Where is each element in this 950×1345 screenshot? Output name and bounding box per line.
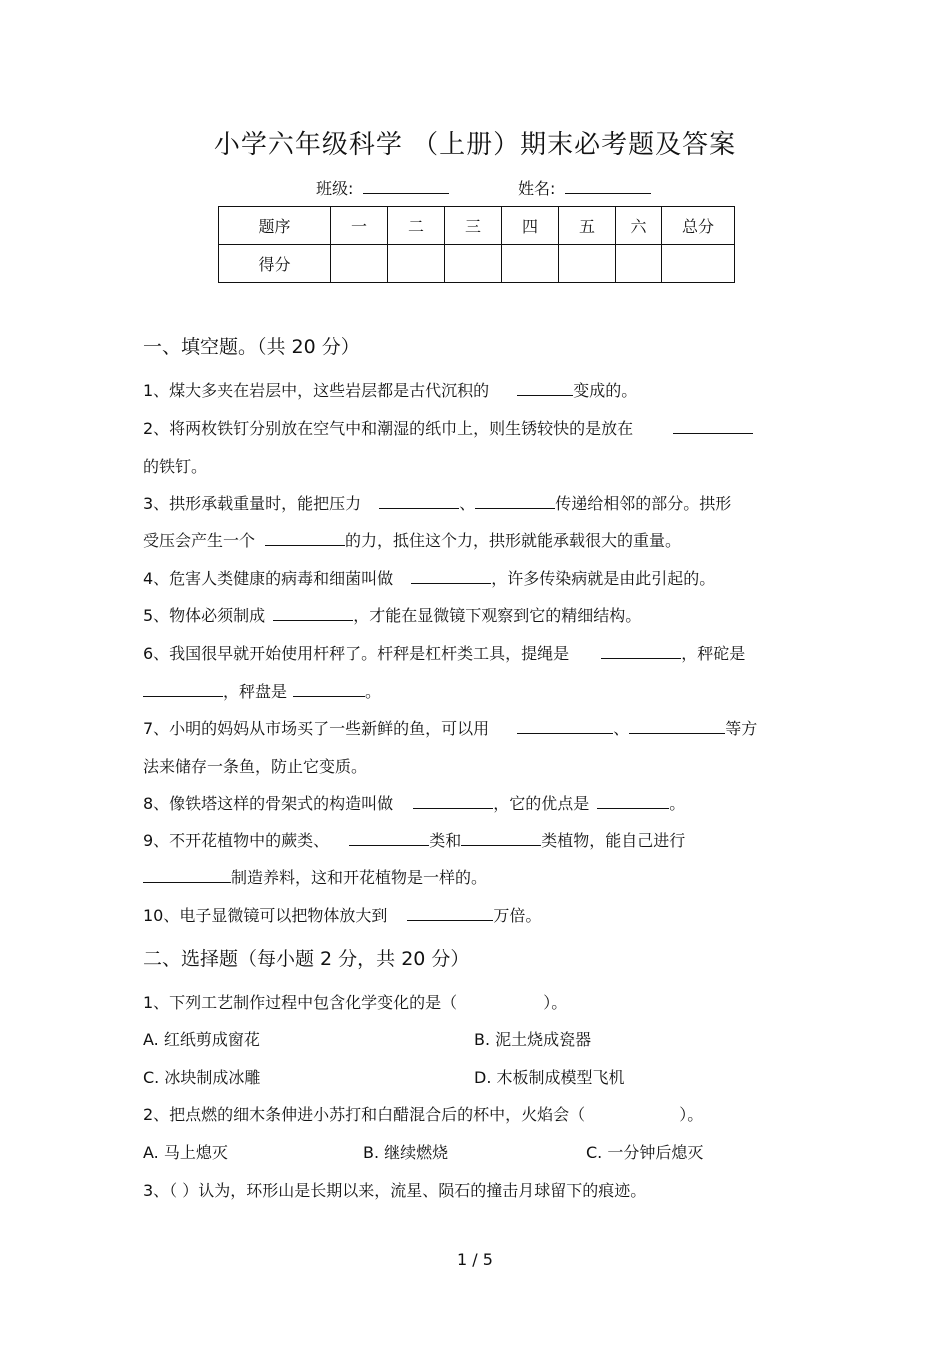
table-cell: 五 [559,207,616,245]
answer-blank[interactable] [461,831,541,846]
score-cell[interactable] [388,245,445,283]
option-b[interactable]: B. 泥土烧成瓷器 [474,1030,592,1049]
answer-blank[interactable] [517,719,613,734]
question-text: 2、将两枚铁钉分别放在空气中和潮湿的纸巾上，则生锈较快的是放在 [143,419,634,438]
question-text: 、 [613,719,630,738]
table-cell: 三 [445,207,502,245]
question-line [143,1102,703,1125]
question-line [143,454,207,477]
answer-blank[interactable] [143,682,223,697]
answer-blank[interactable] [517,381,573,396]
answer-blank[interactable] [475,494,555,509]
answer-blank[interactable] [293,682,365,697]
question-text: ）。 [543,993,568,1012]
answer-blank[interactable] [411,569,491,584]
answer-blank[interactable] [349,831,429,846]
page-title: 小学六年级科学 （上册）期末必考题及答案 [213,130,737,160]
question-text: 类和 [429,831,462,850]
question-line [143,416,753,439]
class-blank[interactable] [363,179,449,194]
question-line [143,603,641,626]
answer-blank[interactable] [379,494,459,509]
question-line [143,641,745,664]
question-text: 。 [365,682,382,701]
question-text: 8、像铁塔这样的骨架式的构造叫做 [143,794,394,813]
question-text: 5、物体必须制成 [143,606,266,625]
table-cell: 六 [616,207,662,245]
answer-blank[interactable] [273,606,353,621]
question-text: ，秤盘是 [223,682,288,701]
class-field [316,176,449,199]
answer-blank[interactable] [265,531,345,546]
question-text: 1、下列工艺制作过程中包含化学变化的是（ [143,993,458,1012]
question-text: 变成的。 [573,381,638,400]
option-c[interactable]: C. 冰块制成冰雕 [143,1068,261,1087]
table-cell: 题序 [219,207,331,245]
answer-blank[interactable] [407,906,493,921]
question-text: 法来储存一条鱼，防止它变质。 [143,757,368,776]
score-cell[interactable] [559,245,616,283]
question-text: 7、小明的妈妈从市场买了一些新鲜的鱼，可以用 [143,719,490,738]
question-text: 万倍。 [493,906,542,925]
answer-blank[interactable] [601,644,681,659]
score-table-score-row [219,245,735,283]
question-line [143,791,685,814]
question-line [143,716,757,739]
option-b[interactable]: B. 继续燃烧 [363,1143,449,1162]
score-cell[interactable] [331,245,388,283]
section-heading: 一、填空题。（共 20 分） [143,336,360,358]
answer-blank[interactable] [597,794,669,809]
question-text: 等方 [725,719,758,738]
question-line [143,491,731,514]
table-cell: 总分 [662,207,735,245]
question-text: 6、我国很早就开始使用杆秤了。杆秤是杠杆类工具，提绳是 [143,644,570,663]
question-text: 受压会产生一个 [143,531,256,550]
question-text: 制造养料，这和开花植物是一样的。 [231,868,488,887]
question-line [143,903,541,926]
answer-blank[interactable] [673,419,753,434]
answer-blank[interactable] [143,868,231,883]
page-number: 1 / 5 [457,1250,493,1269]
name-label: 姓名: [518,179,556,198]
question-text: 10、电子显微镜可以把物体放大到 [143,906,388,925]
option-d[interactable]: D. 木板制成模型飞机 [474,1068,625,1087]
table-cell: 一 [331,207,388,245]
class-label: 班级: [316,179,354,198]
option-c[interactable]: C. 一分钟后熄灭 [586,1143,704,1162]
section-heading: 二、选择题（每小题 2 分，共 20 分） [143,948,470,970]
question-text: ，它的优点是 [493,794,590,813]
question-text: 的力，抵住这个力，拱形就能承载很大的重量。 [345,531,682,550]
table-cell: 得分 [219,245,331,283]
question-line [143,990,567,1013]
score-cell[interactable] [445,245,502,283]
question-line [143,378,637,401]
question-text: 2、把点燃的细木条伸进小苏打和白醋混合后的杯中，火焰会（ [143,1105,586,1124]
score-cell[interactable] [662,245,735,283]
score-table [218,206,735,283]
question-text: 9、不开花植物中的蕨类、 [143,831,330,850]
question-line [143,865,487,888]
answer-blank[interactable] [629,719,725,734]
question-text: ，才能在显微镜下观察到它的精细结构。 [353,606,642,625]
question-text: 传递给相邻的部分。拱形 [555,494,732,513]
question-line [143,566,715,589]
question-text: 、 [459,494,476,513]
table-cell: 二 [388,207,445,245]
score-cell[interactable] [616,245,662,283]
question-text: 。 [669,794,686,813]
option-a[interactable]: A. 红纸剪成窗花 [143,1030,260,1049]
option-a[interactable]: A. 马上熄灭 [143,1143,228,1162]
question-line [143,754,367,777]
question-text: ，许多传染病就是由此引起的。 [491,569,716,588]
question-line [143,679,381,702]
question-text: 1、煤大多夹在岩层中，这些岩层都是古代沉积的 [143,381,490,400]
question-text: 类植物，能自己进行 [541,831,686,850]
question-line: 3、（ ）认为，环形山是长期以来，流星、陨石的撞击月球留下的痕迹。 [143,1181,647,1200]
answer-blank[interactable] [413,794,493,809]
question-text: 3、拱形承载重量时，能把压力 [143,494,362,513]
score-cell[interactable] [502,245,559,283]
question-line [143,528,681,551]
score-table-header-row [219,207,735,245]
name-field [518,176,651,199]
question-text: ）。 [679,1105,704,1124]
name-blank[interactable] [565,179,651,194]
question-text: 4、危害人类健康的病毒和细菌叫做 [143,569,394,588]
question-text: ，秤砣是 [681,644,746,663]
question-line [143,828,685,851]
table-cell: 四 [502,207,559,245]
question-text: 的铁钉。 [143,457,208,476]
